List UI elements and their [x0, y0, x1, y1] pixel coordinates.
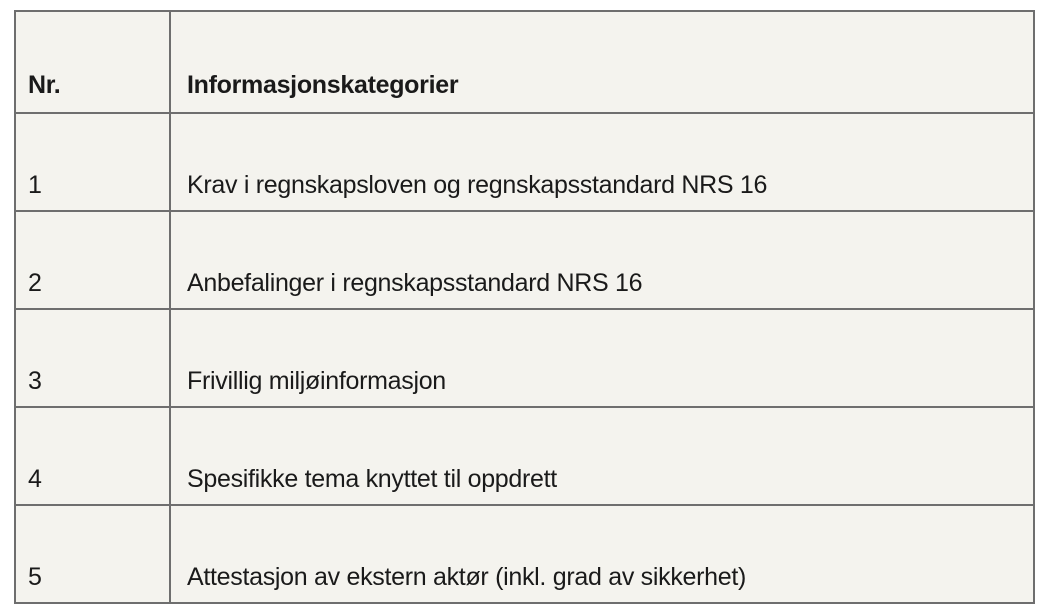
table-row: [15, 113, 1034, 211]
row-number: 4: [15, 407, 170, 505]
table-row: [15, 505, 1034, 603]
row-number: 3: [15, 309, 170, 407]
row-category: Krav i regnskapsloven og regnskapsstandard NRS 16: [170, 113, 1034, 211]
information-categories-table: [14, 10, 1035, 604]
table-row: [15, 407, 1034, 505]
table-row: [15, 211, 1034, 309]
row-category: Anbefalinger i regnskapsstandard NRS 16: [170, 211, 1034, 309]
row-number: 5: [15, 505, 170, 603]
row-category: Spesifikke tema knyttet til oppdrett: [170, 407, 1034, 505]
header-category: Informasjonskategorier: [170, 11, 1034, 113]
row-number: 2: [15, 211, 170, 309]
table-header-row: [15, 11, 1034, 113]
table-row: [15, 309, 1034, 407]
row-category: Attestasjon av ekstern aktør (inkl. grad av sikkerhet): [170, 505, 1034, 603]
row-category: Frivillig miljøinformasjon: [170, 309, 1034, 407]
header-nr: Nr.: [15, 11, 170, 113]
row-number: 1: [15, 113, 170, 211]
